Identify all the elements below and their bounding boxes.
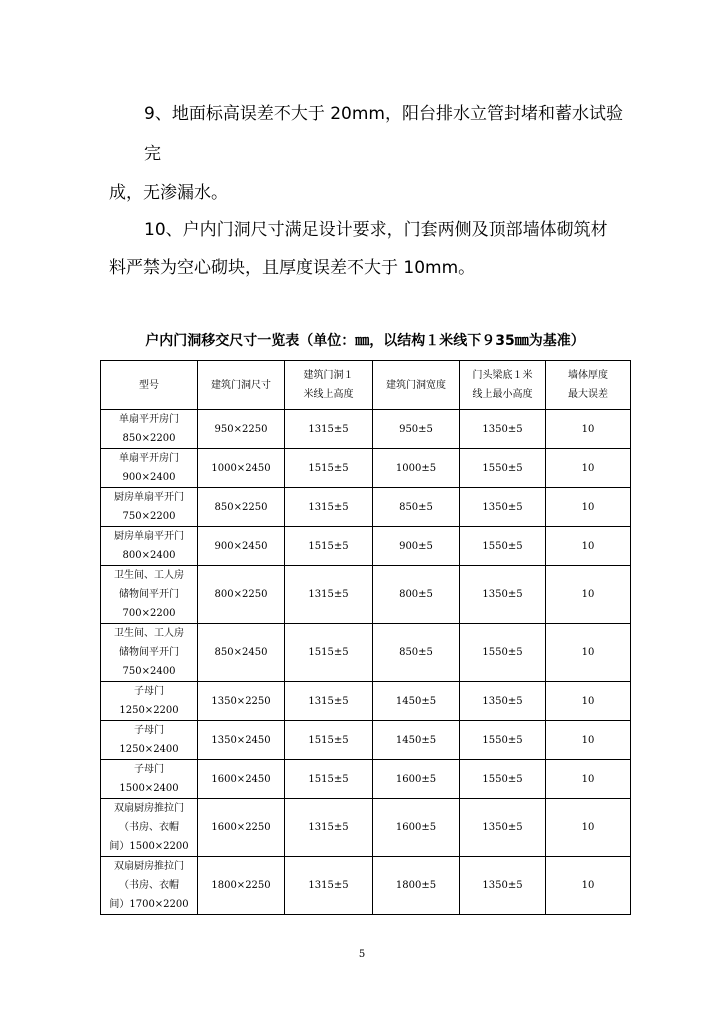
cell-model (101, 449, 198, 488)
cell-wall-thickness-error: 10 (546, 682, 631, 721)
model-line: （书房、衣帽 (119, 880, 179, 891)
header-opening-size (198, 361, 285, 410)
cell-beam-min-height: 1550±5 (460, 721, 546, 760)
cell-beam-min-height: 1550±5 (460, 624, 546, 682)
cell-model (101, 799, 198, 857)
header-beam-min-height (460, 361, 546, 410)
header-model (101, 361, 198, 410)
header-opening-height-line: 建筑门洞１ (303, 370, 354, 381)
cell-beam-min-height: 1550±5 (460, 760, 546, 799)
table-row (101, 410, 631, 449)
model-line: 子母门 (134, 725, 164, 736)
model-line: 卫生间、工人房 (114, 570, 184, 581)
model-line: 1250×2400 (119, 744, 179, 755)
header-opening-height-line: 米线上高度 (303, 389, 354, 400)
paragraph-9-line-1: 9、地面标高误差不大于 20mm，阳台排水立管封堵和蓄水试验 (144, 104, 623, 124)
cell-opening-size: 1350×2450 (198, 721, 285, 760)
cell-wall-thickness-error: 10 (546, 566, 631, 624)
table-row (101, 721, 631, 760)
cell-beam-min-height: 1350±5 (460, 682, 546, 721)
model-line: 750×2400 (122, 666, 176, 677)
header-opening-size-line: 建筑门洞尺寸 (211, 379, 271, 391)
cell-model (101, 527, 198, 566)
paragraph-9-line-3: 成，无渗漏水。 (109, 183, 228, 203)
cell-opening-size: 950×2250 (198, 410, 285, 449)
cell-opening-height: 1515±5 (285, 624, 373, 682)
cell-opening-height: 1315±5 (285, 566, 373, 624)
table-row (101, 566, 631, 624)
cell-model (101, 410, 198, 449)
cell-beam-min-height: 1550±5 (460, 527, 546, 566)
model-line: 单扇平开房门 (119, 414, 179, 425)
cell-opening-width: 1600±5 (373, 760, 460, 799)
cell-opening-size: 1800×2250 (198, 857, 285, 915)
model-line: 储物间平开门 (119, 647, 179, 658)
table-row (101, 799, 631, 857)
model-line: 单扇平开房门 (119, 453, 179, 464)
cell-wall-thickness-error: 10 (546, 410, 631, 449)
table-row (101, 449, 631, 488)
cell-opening-size: 850×2250 (198, 488, 285, 527)
paragraph-10-line-1: 10、户内门洞尺寸满足设计要求，门套两侧及顶部墙体砌筑材 (144, 220, 608, 240)
table-row (101, 857, 631, 915)
model-line: 子母门 (134, 764, 164, 775)
model-line: 800×2400 (122, 550, 176, 561)
page-number: 5 (358, 949, 366, 960)
header-wall-thickness-error-line: 最大误差 (568, 389, 608, 400)
model-line: 1250×2200 (119, 705, 179, 716)
model-line: 1500×2400 (119, 783, 179, 794)
cell-model (101, 488, 198, 527)
header-beam-min-height-line: 门头梁底１米 (472, 370, 533, 381)
cell-opening-height: 1315±5 (285, 410, 373, 449)
model-line: 850×2200 (122, 433, 176, 444)
cell-model (101, 624, 198, 682)
cell-wall-thickness-error: 10 (546, 721, 631, 760)
cell-wall-thickness-error: 10 (546, 799, 631, 857)
model-line: 厨房单扇平开门 (114, 492, 184, 503)
cell-beam-min-height: 1350±5 (460, 488, 546, 527)
cell-opening-width: 850±5 (373, 488, 460, 527)
cell-opening-width: 900±5 (373, 527, 460, 566)
cell-opening-size: 900×2450 (198, 527, 285, 566)
model-line: 双扇厨房推拉门 (114, 803, 184, 814)
cell-opening-height: 1515±5 (285, 721, 373, 760)
cell-opening-height: 1315±5 (285, 682, 373, 721)
table-row (101, 624, 631, 682)
cell-opening-width: 1600±5 (373, 799, 460, 857)
cell-wall-thickness-error: 10 (546, 449, 631, 488)
cell-opening-width: 800±5 (373, 566, 460, 624)
cell-opening-size: 1000×2450 (198, 449, 285, 488)
model-line: （书房、衣帽 (119, 822, 179, 833)
table-row (101, 488, 631, 527)
cell-opening-height: 1515±5 (285, 449, 373, 488)
model-line: 厨房单扇平开门 (114, 531, 184, 542)
model-line: 间）1700×2200 (109, 899, 189, 910)
header-opening-width (373, 361, 460, 410)
table-title: 户内门洞移交尺寸一览表（单位：㎜，以结构１米线下９35㎜为基准） (145, 333, 585, 349)
cell-opening-width: 950±5 (373, 410, 460, 449)
header-model-line: 型号 (139, 379, 159, 391)
header-opening-height (285, 361, 373, 410)
cell-beam-min-height: 1350±5 (460, 799, 546, 857)
model-line: 700×2200 (122, 608, 176, 619)
cell-opening-width: 1000±5 (373, 449, 460, 488)
cell-opening-size: 1350×2250 (198, 682, 285, 721)
cell-opening-height: 1315±5 (285, 799, 373, 857)
cell-opening-width: 850±5 (373, 624, 460, 682)
header-wall-thickness-error-line: 墙体厚度 (568, 370, 608, 381)
cell-wall-thickness-error: 10 (546, 624, 631, 682)
cell-model (101, 566, 198, 624)
header-wall-thickness-error (546, 361, 631, 410)
cell-opening-size: 850×2450 (198, 624, 285, 682)
model-line: 储物间平开门 (119, 589, 179, 600)
cell-wall-thickness-error: 10 (546, 857, 631, 915)
table-row (101, 760, 631, 799)
paragraph-9-line-2: 完 (144, 144, 161, 164)
door-opening-table (100, 360, 631, 915)
model-line: 子母门 (134, 686, 164, 697)
cell-opening-width: 1800±5 (373, 857, 460, 915)
cell-wall-thickness-error: 10 (546, 760, 631, 799)
cell-wall-thickness-error: 10 (546, 527, 631, 566)
model-line: 750×2200 (122, 511, 176, 522)
cell-opening-height: 1315±5 (285, 488, 373, 527)
table-header-row (101, 361, 631, 410)
model-line: 双扇厨房推拉门 (114, 861, 184, 872)
cell-model (101, 760, 198, 799)
cell-model (101, 721, 198, 760)
table-row (101, 682, 631, 721)
cell-beam-min-height: 1550±5 (460, 449, 546, 488)
cell-model (101, 682, 198, 721)
cell-opening-height: 1515±5 (285, 760, 373, 799)
cell-model (101, 857, 198, 915)
cell-opening-height: 1515±5 (285, 527, 373, 566)
table-row (101, 527, 631, 566)
cell-wall-thickness-error: 10 (546, 488, 631, 527)
header-beam-min-height-line: 线上最小高度 (472, 389, 533, 400)
table-body (101, 410, 631, 915)
model-line: 900×2400 (122, 472, 176, 483)
cell-beam-min-height: 1350±5 (460, 566, 546, 624)
cell-beam-min-height: 1350±5 (460, 410, 546, 449)
model-line: 卫生间、工人房 (114, 628, 184, 639)
cell-opening-width: 1450±5 (373, 721, 460, 760)
cell-opening-width: 1450±5 (373, 682, 460, 721)
cell-opening-size: 1600×2250 (198, 799, 285, 857)
cell-opening-height: 1315±5 (285, 857, 373, 915)
header-opening-width-line: 建筑门洞宽度 (386, 379, 446, 391)
cell-beam-min-height: 1350±5 (460, 857, 546, 915)
model-line: 间）1500×2200 (109, 841, 189, 852)
paragraph-10-line-2: 料严禁为空心砌块，且厚度误差不大于 10mm。 (109, 258, 476, 278)
cell-opening-size: 800×2250 (198, 566, 285, 624)
cell-opening-size: 1600×2450 (198, 760, 285, 799)
